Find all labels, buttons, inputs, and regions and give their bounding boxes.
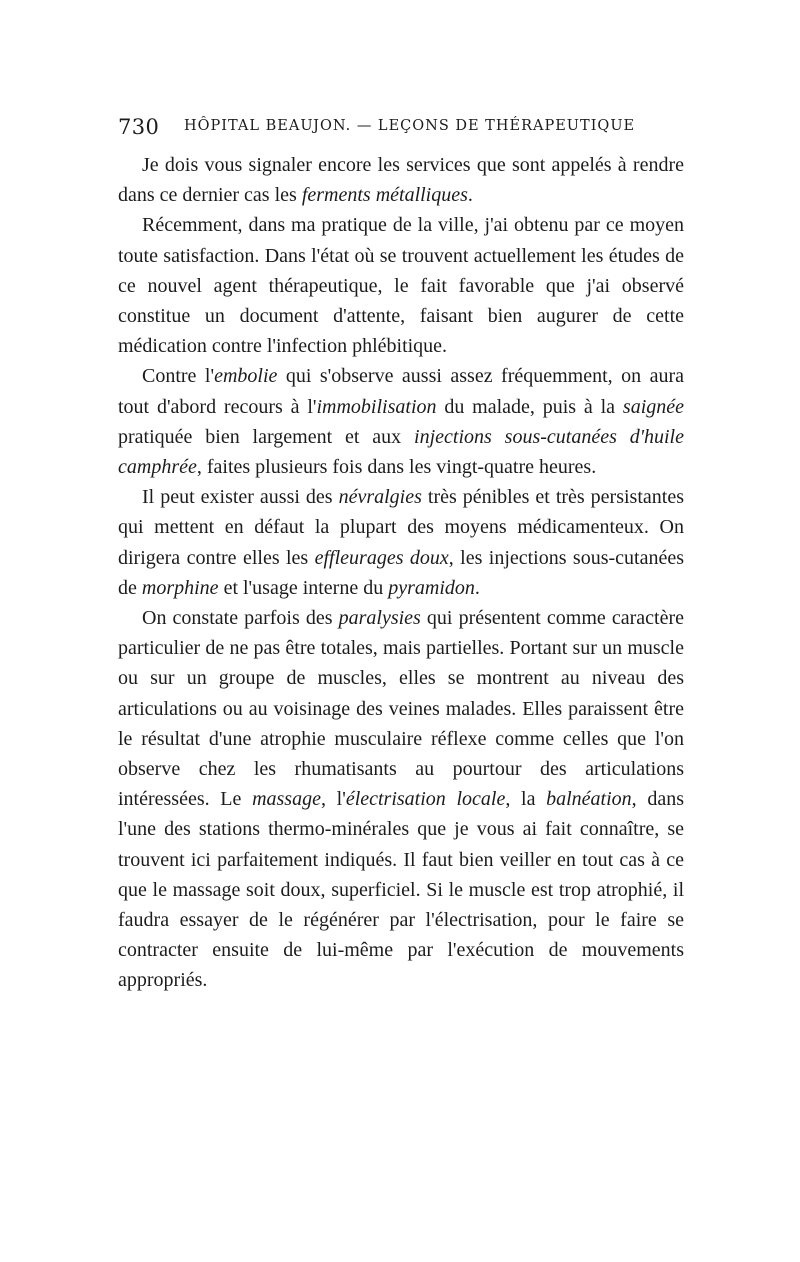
text-run: , l' [320,788,346,811]
text-run: du malade, puis à la [436,395,623,418]
text-run: . [474,576,480,599]
italic-term: injections sous-cutanées d'huile camphrée [118,425,684,479]
text-run: Contre l' [142,365,215,388]
running-title: HÔPITAL BEAUJON. — LEÇONS DE THÉRAPEUTIQUE [184,118,636,134]
italic-term: pyramidon [388,576,475,599]
italic-term: morphine [141,576,219,599]
paragraph-nevralgies [118,482,684,603]
text-run: , les injections sous-cutanées de [118,546,684,599]
italic-term: balnéation [546,788,632,811]
page-header [118,115,638,145]
text-run: et l'usage interne du [218,576,389,599]
text-run: . [467,184,473,207]
paragraph-ferments [118,150,684,210]
italic-term: embolie [214,365,278,388]
text-run: Je dois vous signaler encore les services que sont appelés à rendre dans ce dernier cas les [118,154,684,207]
italic-term: électrisation locale [345,788,506,811]
paragraph-paralysies [118,603,684,996]
text-run: très pénibles et très persistantes qui mettent en défaut la plupart des moyens médicamenteux. On dirigera contre elles les [118,486,684,569]
text-run: pratiquée bien largement et aux [118,425,415,448]
text-run: , la [505,788,547,811]
text-run: , faites plusieurs fois dans les vingt-quatre heures. [196,456,597,479]
page-number: 730 [118,115,160,139]
text-run: qui s'observe aussi assez fréquemment, on aura tout d'abord recours à l' [118,365,685,418]
paragraph-embolie [118,361,684,482]
italic-term: névralgies [338,486,422,509]
text-run: Il peut exister aussi des [142,486,339,509]
italic-term: ferments métalliques [301,184,468,207]
italic-term: effleurages doux [314,546,449,569]
text-run: On constate parfois des [142,607,339,630]
paragraph-pratique: Récemment, dans ma pratique de la ville, j'ai obtenu par ce moyen toute satisfaction. Dans l'état où se trouvent actuellement les études de ce nouvel agent thérapeutique, le fait favorable que j'ai observé constitue un document d'attente, faisant bien augurer de cette médication contre l'infection phlébitique. [118,214,684,358]
italic-term: paralysies [338,607,421,630]
text-run: , dans l'une des stations thermo-minérales que je vous ai fait connaître, se trouvent ici parfaitement indiqués. Il faut bien veiller en tout cas à ce que le massage soit doux, superficiel. Si le muscle est trop atrophié, il faudra essayer de le régénérer par l'électrisation, pour le faire se contracter ensuite de lui-même par l'exécution de mouvements appropriés. [118,788,685,992]
italic-term: saignée [622,395,684,418]
body-text [118,150,684,996]
text-run: qui présentent comme caractère particulier de ne pas être totales, mais partielles. Portant sur un muscle ou sur un groupe de muscles, elles se montrent au niveau des articulations ou au voisinage des veines malades. Elles paraissent être le résultat d'une atrophie musculaire réflexe comme celles que l'on observe chez les rhumatisants au pourtour des articulations intéressées. Le [118,607,685,811]
italic-term: immobilisation [316,395,437,418]
italic-term: massage [252,788,321,811]
